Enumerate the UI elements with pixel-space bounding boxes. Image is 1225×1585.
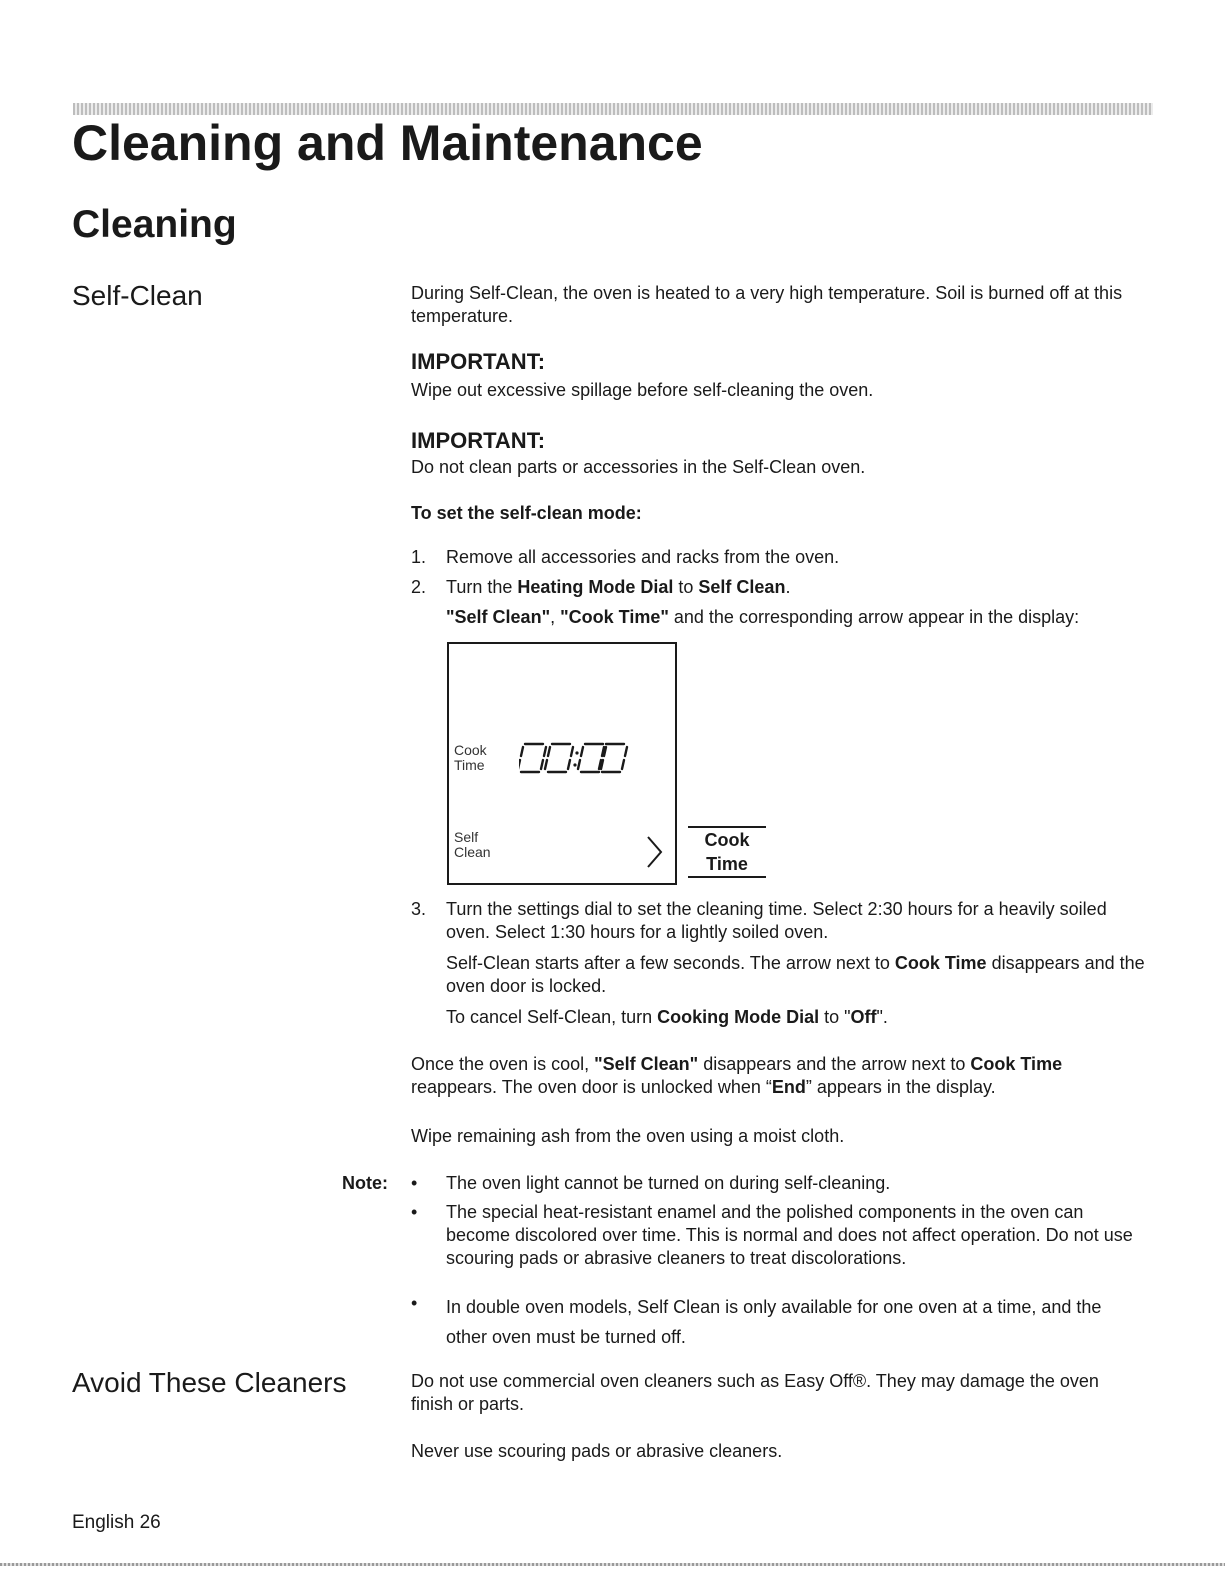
bullet-3: • bbox=[411, 1293, 418, 1313]
bullet-2: • bbox=[411, 1202, 418, 1222]
cook-time-callout: Cook Time bbox=[688, 826, 766, 878]
cool-paragraph: Once the oven is cool, "Self Clean" disappears and the arrow next to Cook Time reappears. The oven door is unlocked when “End” appears in the display. bbox=[411, 1054, 1063, 1097]
step-2-number: 2. bbox=[411, 577, 427, 597]
chevron-right-icon bbox=[645, 834, 665, 870]
note-item-2: The special heat-resistant enamel and the polished components in the oven can become discolored over time. This is normal and does not affect operation. Do not use scouring pads or abrasive cleaners to treat discolorations. bbox=[446, 1202, 1133, 1268]
note-item-3: In double oven models, Self Clean is only available for one oven at a time, and the other oven must be turned off. bbox=[446, 1297, 1102, 1347]
step-3-number: 3. bbox=[411, 899, 427, 919]
step-1-number: 1. bbox=[411, 547, 427, 567]
step-3-paragraph-2: Self-Clean starts after a few seconds. The arrow next to Cook Time disappears and the oven door is locked. bbox=[446, 953, 1145, 996]
step-2-subtext: "Self Clean", "Cook Time" and the corresponding arrow appear in the display: bbox=[446, 607, 1080, 627]
step-1-text: Remove all accessories and racks from the oven. bbox=[446, 547, 840, 567]
important-label-2: IMPORTANT: bbox=[411, 428, 546, 453]
note-item-1: The oven light cannot be turned on during self-cleaning. bbox=[446, 1173, 891, 1193]
display-self-clean-label: Self Clean bbox=[454, 829, 491, 860]
self-clean-heading: Self-Clean bbox=[72, 280, 203, 311]
page-title: Cleaning and Maintenance bbox=[72, 115, 703, 171]
avoid-cleaners-text: Do not use commercial oven cleaners such as Easy Off®. They may damage the oven finish or parts. bbox=[411, 1371, 1099, 1414]
wipe-paragraph: Wipe remaining ash from the oven using a moist cloth. bbox=[411, 1126, 845, 1146]
important-text-1: Wipe out excessive spillage before self-cleaning the oven. bbox=[411, 380, 874, 400]
footer-rule bbox=[0, 1563, 1225, 1566]
avoid-cleaners-text-2: Never use scouring pads or abrasive cleaners. bbox=[411, 1441, 783, 1461]
page-footer: English 26 bbox=[72, 1512, 161, 1533]
step-3-paragraph-3: To cancel Self-Clean, turn Cooking Mode Dial to "Off". bbox=[446, 1007, 888, 1027]
oven-display-illustration bbox=[447, 642, 677, 885]
step-3-text: Turn the settings dial to set the cleaning time. Select 2:30 hours for a heavily soiled oven. Select 1:30 hours for a lightly soiled oven. bbox=[446, 899, 1107, 942]
set-mode-heading: To set the self-clean mode: bbox=[411, 503, 642, 523]
important-text-2: Do not clean parts or accessories in the Self-Clean oven. bbox=[411, 457, 866, 477]
important-label-1: IMPORTANT: bbox=[411, 349, 546, 374]
self-clean-intro: During Self-Clean, the oven is heated to a very high temperature. Soil is burned off at this temperature. bbox=[411, 283, 1123, 326]
display-cook-label: Cook Time bbox=[454, 742, 487, 773]
avoid-cleaners-heading: Avoid These Cleaners bbox=[72, 1367, 347, 1398]
section-title: Cleaning bbox=[72, 203, 237, 246]
display-digits bbox=[519, 740, 629, 776]
note-label: Note: bbox=[342, 1173, 388, 1193]
step-2-text: Turn the Heating Mode Dial to Self Clean. bbox=[446, 577, 791, 597]
bullet-1: • bbox=[411, 1173, 418, 1193]
